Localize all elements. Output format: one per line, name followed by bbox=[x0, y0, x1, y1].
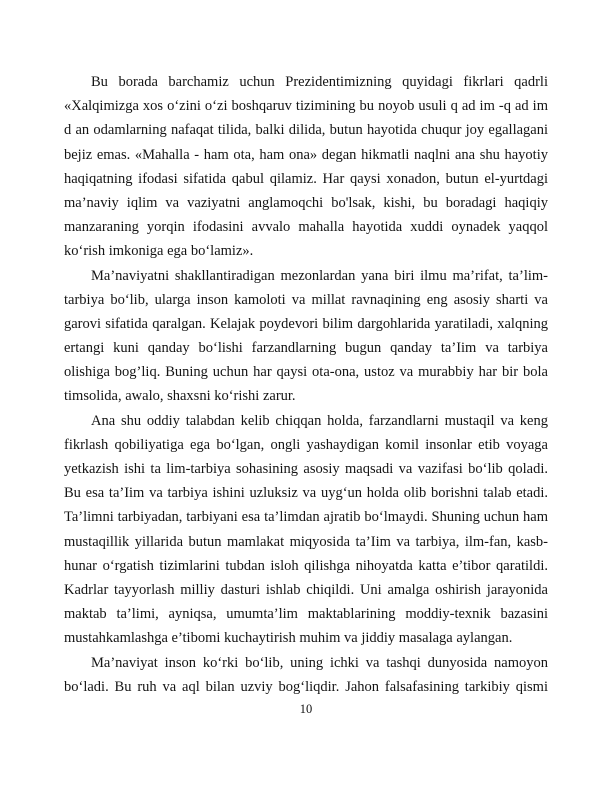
text-line: ma’naviy iqlim va vaziyatni anglamoqchi bo'lsak, kishi, bu boradagi haqiqiy bbox=[64, 194, 548, 211]
text-line: haqiqatning ifodasi sifatida qabul qilamiz. Har qaysi xonadon, butun el-yurtdagi bbox=[64, 170, 548, 187]
text-line: Bu borada barchamiz uchun Prezidentimizning quyidagi fikrlari qadrli bbox=[91, 74, 548, 90]
text-line: Kadrlar tayyorlash milliy dasturi ishlab chiqildi. Uni amalga oshirish jarayonida bbox=[64, 581, 548, 598]
text-line: Ma’naviyatni shakllantiradigan mezonlardan yana biri ilmu ma’rifat, ta’lim- bbox=[91, 267, 548, 284]
text-line: mustahkamlashga e’tibomi kuchaytirish muhim va jiddiy masalaga aylangan. bbox=[64, 630, 513, 647]
text-line: Ma’naviyat inson ko‘rki bo‘lib, uning ichki va tashqi dunyosida namoyon bbox=[91, 654, 548, 671]
document-text bbox=[64, 70, 548, 699]
text-line: bejiz emas. «Mahalla - ham ota, ham ona» degan hikmatli naqlni ana shu hayotiy bbox=[64, 146, 548, 163]
text-line: maktab ta’limi, ayniqsa, umumta’lim maktablarining moddiy-texnik bazasini bbox=[64, 606, 548, 623]
text-line: Ta’limni tarbiyadan, tarbiyani esa ta’limdan ajratib bo‘lmaydi. Shuning uchun ham bbox=[64, 509, 548, 526]
text-line: «Xalqimizga xos o‘zini o‘zi boshqaruv tizimining bu noyob usuli q ad im -q ad im bbox=[64, 98, 548, 115]
text-line: olishiga bog’liq. Buning uchun har qaysi ota-ona, ustoz va murabbiy har bir bola bbox=[64, 364, 548, 381]
text-line: hunar o‘rgatish tizimlarini tubdan isloh qilishga nihoyatda katta e’tibor qaratildi. bbox=[64, 557, 548, 574]
text-line: yetkazish ishi ta lim-tarbiya sohasining asosiy maqsadi va vazifasi bo‘lib qoladi. bbox=[64, 461, 548, 477]
page-number: 10 bbox=[299, 702, 313, 716]
text-line: manzaraning yorqin ifodasini avvalo mahalla hayotida xuddi oynadek yaqqol bbox=[64, 219, 548, 236]
text-line: Ana shu oddiy talabdan kelib chiqqan holda, farzandlarni mustaqil va keng bbox=[91, 412, 548, 429]
text-line: fikrlash qobiliyatiga ega bo‘lgan, ongli yashaydigan komil insonlar etib voyaga bbox=[64, 436, 548, 453]
text-line: bo‘ladi. Bu ruh va aql bilan uzviy bog‘liqdir. Jahon falsafasining tarkibiy qismi bbox=[64, 678, 548, 695]
text-line: timsolida, awalo, shaxsni ko‘rishi zarur. bbox=[64, 388, 296, 405]
text-line: tarbiya bo‘lib, ularga inson kamoloti va millat ravnaqining eng asosiy sharti va bbox=[64, 291, 548, 308]
text-line: ko‘rish imkoniga ega bo‘lamiz». bbox=[64, 243, 254, 260]
text-line: d an odamlarning nafaqat tilida, balki dilida, butun hayotida chuqur joy egallagani bbox=[64, 122, 548, 139]
text-line: mustaqillik yillarida butun mamlakat miqyosida ta’Iim va tarbiya, ilm-fan, kasb- bbox=[64, 533, 548, 550]
text-line: Bu esa ta’Iim va tarbiya ishini uzluksiz va uyg‘un holda olib borishni talab etadi. bbox=[64, 485, 548, 502]
text-line: ertangi kuni qanday bo‘lishi farzandlarning bugun qanday ta’Iim va tarbiya bbox=[64, 340, 548, 357]
text-line: garovi sifatida qaralgan. Kelajak poydevori bilim dargohlarida yaratiladi, xalqning bbox=[64, 315, 548, 332]
